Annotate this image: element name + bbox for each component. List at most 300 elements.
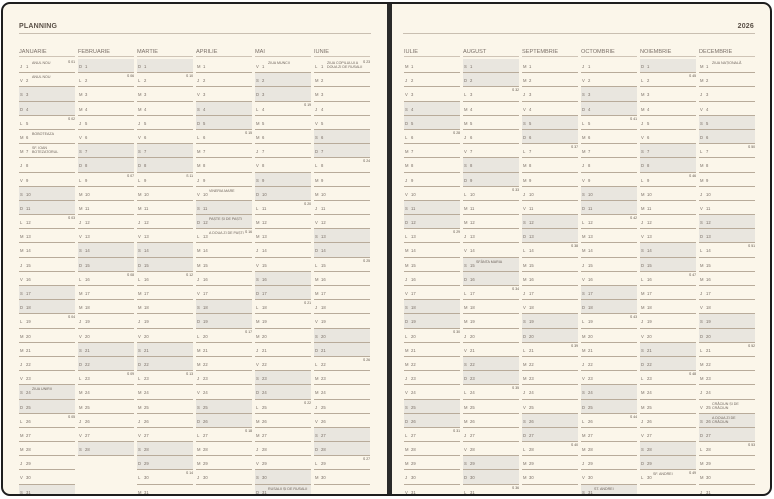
day-row[interactable]: [78, 385, 134, 399]
day-row[interactable]: [196, 371, 252, 385]
day-row[interactable]: [463, 286, 519, 300]
day-row[interactable]: [196, 357, 252, 371]
day-row[interactable]: [581, 385, 637, 399]
day-row[interactable]: [640, 428, 696, 442]
day-row[interactable]: [463, 329, 519, 343]
day-row[interactable]: [19, 229, 75, 243]
day-row[interactable]: [581, 158, 637, 172]
day-row[interactable]: [314, 102, 370, 116]
day-row[interactable]: [196, 158, 252, 172]
day-row[interactable]: [314, 158, 370, 172]
day-row[interactable]: [78, 400, 134, 414]
day-row[interactable]: [640, 73, 696, 87]
day-row[interactable]: [314, 286, 370, 300]
day-row[interactable]: [404, 73, 460, 87]
day-row[interactable]: [314, 414, 370, 428]
day-row[interactable]: [404, 229, 460, 243]
day-row[interactable]: [314, 116, 370, 130]
day-row[interactable]: [581, 357, 637, 371]
day-row[interactable]: [19, 158, 75, 172]
day-row[interactable]: [640, 59, 696, 73]
day-row[interactable]: [463, 343, 519, 357]
day-row[interactable]: [314, 258, 370, 272]
day-row[interactable]: [463, 243, 519, 257]
day-row[interactable]: [522, 343, 578, 357]
day-row[interactable]: [196, 144, 252, 158]
day-row[interactable]: [255, 329, 311, 343]
day-row[interactable]: [522, 314, 578, 328]
day-row[interactable]: [463, 258, 519, 272]
day-row[interactable]: [404, 258, 460, 272]
day-row[interactable]: [699, 428, 755, 442]
day-row[interactable]: [255, 116, 311, 130]
day-row[interactable]: [255, 442, 311, 456]
day-row[interactable]: [699, 485, 755, 496]
day-row[interactable]: [404, 187, 460, 201]
day-row[interactable]: [404, 456, 460, 470]
day-row[interactable]: [19, 173, 75, 187]
day-row[interactable]: [699, 442, 755, 456]
day-row[interactable]: [404, 116, 460, 130]
day-row[interactable]: [314, 87, 370, 101]
day-row[interactable]: [196, 343, 252, 357]
day-row[interactable]: [581, 400, 637, 414]
day-row[interactable]: [137, 87, 193, 101]
day-row[interactable]: [78, 329, 134, 343]
day-row[interactable]: [522, 116, 578, 130]
day-row[interactable]: [463, 371, 519, 385]
day-row[interactable]: [196, 300, 252, 314]
day-row[interactable]: [137, 428, 193, 442]
day-row[interactable]: [581, 116, 637, 130]
day-row[interactable]: [255, 173, 311, 187]
day-row[interactable]: [699, 258, 755, 272]
day-row[interactable]: [137, 371, 193, 385]
day-row[interactable]: [314, 314, 370, 328]
day-row[interactable]: [640, 371, 696, 385]
day-row[interactable]: [640, 201, 696, 215]
day-row[interactable]: [19, 343, 75, 357]
day-row[interactable]: [255, 59, 311, 73]
day-row[interactable]: [463, 187, 519, 201]
day-row[interactable]: [196, 456, 252, 470]
day-row[interactable]: [255, 158, 311, 172]
day-row[interactable]: [137, 144, 193, 158]
day-row[interactable]: [404, 144, 460, 158]
day-row[interactable]: [78, 116, 134, 130]
day-row[interactable]: [640, 414, 696, 428]
day-row[interactable]: [404, 343, 460, 357]
day-row[interactable]: [640, 173, 696, 187]
day-row[interactable]: [699, 158, 755, 172]
day-row[interactable]: [699, 187, 755, 201]
day-row[interactable]: [196, 59, 252, 73]
day-row[interactable]: [640, 314, 696, 328]
day-row[interactable]: [19, 215, 75, 229]
day-row[interactable]: [196, 314, 252, 328]
day-row[interactable]: [581, 456, 637, 470]
day-row[interactable]: [581, 300, 637, 314]
day-row[interactable]: [404, 102, 460, 116]
day-row[interactable]: [463, 400, 519, 414]
day-row[interactable]: [404, 385, 460, 399]
day-row[interactable]: [19, 272, 75, 286]
day-row[interactable]: [522, 400, 578, 414]
day-row[interactable]: [404, 300, 460, 314]
day-row[interactable]: [699, 59, 755, 73]
day-row[interactable]: [137, 243, 193, 257]
day-row[interactable]: [19, 442, 75, 456]
day-row[interactable]: [463, 173, 519, 187]
day-row[interactable]: [522, 329, 578, 343]
day-row[interactable]: [19, 314, 75, 328]
day-row[interactable]: [699, 87, 755, 101]
day-row[interactable]: [640, 329, 696, 343]
day-row[interactable]: [314, 456, 370, 470]
day-row[interactable]: [255, 229, 311, 243]
day-row[interactable]: [196, 272, 252, 286]
day-row[interactable]: [255, 73, 311, 87]
day-row[interactable]: [463, 73, 519, 87]
day-row[interactable]: [196, 400, 252, 414]
day-row[interactable]: [522, 470, 578, 484]
day-row[interactable]: [522, 414, 578, 428]
day-row[interactable]: [640, 272, 696, 286]
day-row[interactable]: [196, 187, 252, 201]
day-row[interactable]: [404, 371, 460, 385]
day-row[interactable]: [137, 456, 193, 470]
day-row[interactable]: [314, 272, 370, 286]
day-row[interactable]: [137, 343, 193, 357]
day-row[interactable]: [314, 329, 370, 343]
day-row[interactable]: [196, 329, 252, 343]
day-row[interactable]: [581, 229, 637, 243]
day-row[interactable]: [19, 428, 75, 442]
day-row[interactable]: [640, 456, 696, 470]
day-row[interactable]: [404, 428, 460, 442]
day-row[interactable]: [699, 229, 755, 243]
day-row[interactable]: [699, 272, 755, 286]
day-row[interactable]: [522, 130, 578, 144]
day-row[interactable]: [19, 357, 75, 371]
day-row[interactable]: [522, 201, 578, 215]
day-row[interactable]: [699, 116, 755, 130]
day-row[interactable]: [640, 130, 696, 144]
day-row[interactable]: [699, 102, 755, 116]
day-row[interactable]: [640, 243, 696, 257]
day-row[interactable]: [255, 385, 311, 399]
day-row[interactable]: [255, 357, 311, 371]
day-row[interactable]: [196, 215, 252, 229]
day-row[interactable]: [463, 470, 519, 484]
day-row[interactable]: [196, 201, 252, 215]
day-row[interactable]: [314, 201, 370, 215]
day-row[interactable]: [463, 300, 519, 314]
day-row[interactable]: [19, 187, 75, 201]
day-row[interactable]: [699, 243, 755, 257]
day-row[interactable]: [522, 87, 578, 101]
day-row[interactable]: [463, 385, 519, 399]
day-row[interactable]: [699, 357, 755, 371]
day-row[interactable]: [522, 215, 578, 229]
day-row[interactable]: [19, 414, 75, 428]
day-row[interactable]: [196, 385, 252, 399]
day-row[interactable]: [463, 87, 519, 101]
day-row[interactable]: [640, 87, 696, 101]
day-row[interactable]: [699, 371, 755, 385]
day-row[interactable]: [78, 343, 134, 357]
day-row[interactable]: [699, 385, 755, 399]
day-row[interactable]: [463, 116, 519, 130]
day-row[interactable]: [463, 201, 519, 215]
day-row[interactable]: [640, 286, 696, 300]
day-row[interactable]: [581, 371, 637, 385]
day-row[interactable]: [19, 243, 75, 257]
day-row[interactable]: [314, 385, 370, 399]
day-row[interactable]: [404, 59, 460, 73]
day-row[interactable]: [78, 144, 134, 158]
day-row[interactable]: [640, 229, 696, 243]
day-row[interactable]: [78, 130, 134, 144]
day-row[interactable]: [137, 158, 193, 172]
day-row[interactable]: [137, 414, 193, 428]
day-row[interactable]: [522, 371, 578, 385]
day-row[interactable]: [640, 258, 696, 272]
day-row[interactable]: [404, 485, 460, 496]
day-row[interactable]: [522, 428, 578, 442]
day-row[interactable]: [522, 442, 578, 456]
day-row[interactable]: [255, 400, 311, 414]
day-row[interactable]: [581, 343, 637, 357]
day-row[interactable]: [314, 187, 370, 201]
day-row[interactable]: [78, 258, 134, 272]
day-row[interactable]: [137, 130, 193, 144]
day-row[interactable]: [404, 314, 460, 328]
day-row[interactable]: [196, 470, 252, 484]
day-row[interactable]: [581, 187, 637, 201]
day-row[interactable]: [314, 59, 370, 73]
day-row[interactable]: [640, 385, 696, 399]
day-row[interactable]: [78, 243, 134, 257]
day-row[interactable]: [196, 87, 252, 101]
day-row[interactable]: [19, 116, 75, 130]
day-row[interactable]: [196, 243, 252, 257]
day-row[interactable]: [78, 173, 134, 187]
day-row[interactable]: [196, 229, 252, 243]
day-row[interactable]: [137, 201, 193, 215]
day-row[interactable]: [522, 243, 578, 257]
day-row[interactable]: [522, 357, 578, 371]
day-row[interactable]: [314, 442, 370, 456]
day-row[interactable]: [19, 59, 75, 73]
day-row[interactable]: [522, 385, 578, 399]
day-row[interactable]: [699, 414, 755, 428]
day-row[interactable]: [522, 300, 578, 314]
day-row[interactable]: [78, 428, 134, 442]
day-row[interactable]: [137, 470, 193, 484]
day-row[interactable]: [137, 73, 193, 87]
day-row[interactable]: [404, 414, 460, 428]
day-row[interactable]: [137, 102, 193, 116]
day-row[interactable]: [137, 187, 193, 201]
day-row[interactable]: [255, 102, 311, 116]
day-row[interactable]: [404, 272, 460, 286]
day-row[interactable]: [19, 485, 75, 496]
day-row[interactable]: [255, 414, 311, 428]
day-row[interactable]: [699, 73, 755, 87]
day-row[interactable]: [255, 286, 311, 300]
day-row[interactable]: [255, 87, 311, 101]
day-row[interactable]: [522, 456, 578, 470]
day-row[interactable]: [699, 144, 755, 158]
day-row[interactable]: [463, 229, 519, 243]
day-row[interactable]: [581, 329, 637, 343]
day-row[interactable]: [255, 343, 311, 357]
day-row[interactable]: [522, 73, 578, 87]
day-row[interactable]: [196, 442, 252, 456]
day-row[interactable]: [137, 442, 193, 456]
day-row[interactable]: [255, 300, 311, 314]
day-row[interactable]: [137, 229, 193, 243]
day-row[interactable]: [255, 130, 311, 144]
day-row[interactable]: [78, 414, 134, 428]
day-row[interactable]: [19, 201, 75, 215]
day-row[interactable]: [581, 272, 637, 286]
day-row[interactable]: [19, 329, 75, 343]
day-row[interactable]: [581, 428, 637, 442]
day-row[interactable]: [463, 272, 519, 286]
day-row[interactable]: [699, 130, 755, 144]
day-row[interactable]: [314, 173, 370, 187]
day-row[interactable]: [463, 485, 519, 496]
day-row[interactable]: [19, 73, 75, 87]
day-row[interactable]: [19, 400, 75, 414]
day-row[interactable]: [314, 73, 370, 87]
day-row[interactable]: [314, 229, 370, 243]
day-row[interactable]: [196, 173, 252, 187]
day-row[interactable]: [78, 371, 134, 385]
day-row[interactable]: [196, 73, 252, 87]
day-row[interactable]: [463, 428, 519, 442]
day-row[interactable]: [19, 371, 75, 385]
day-row[interactable]: [522, 144, 578, 158]
day-row[interactable]: [137, 286, 193, 300]
day-row[interactable]: [522, 229, 578, 243]
day-row[interactable]: [581, 215, 637, 229]
day-row[interactable]: [137, 258, 193, 272]
day-row[interactable]: [463, 357, 519, 371]
day-row[interactable]: [404, 130, 460, 144]
day-row[interactable]: [581, 87, 637, 101]
day-row[interactable]: [640, 343, 696, 357]
day-row[interactable]: [404, 87, 460, 101]
day-row[interactable]: [137, 215, 193, 229]
day-row[interactable]: [255, 428, 311, 442]
day-row[interactable]: [137, 300, 193, 314]
day-row[interactable]: [78, 272, 134, 286]
day-row[interactable]: [699, 400, 755, 414]
day-row[interactable]: [581, 102, 637, 116]
day-row[interactable]: [19, 456, 75, 470]
day-row[interactable]: [640, 158, 696, 172]
day-row[interactable]: [255, 470, 311, 484]
day-row[interactable]: [19, 300, 75, 314]
day-row[interactable]: [640, 300, 696, 314]
day-row[interactable]: [463, 130, 519, 144]
day-row[interactable]: [78, 201, 134, 215]
day-row[interactable]: [196, 258, 252, 272]
day-row[interactable]: [78, 300, 134, 314]
day-row[interactable]: [314, 400, 370, 414]
day-row[interactable]: [78, 87, 134, 101]
day-row[interactable]: [78, 357, 134, 371]
day-row[interactable]: [522, 158, 578, 172]
day-row[interactable]: [581, 485, 637, 496]
day-row[interactable]: [699, 173, 755, 187]
day-row[interactable]: [196, 102, 252, 116]
day-row[interactable]: [404, 400, 460, 414]
day-row[interactable]: [19, 130, 75, 144]
day-row[interactable]: [78, 73, 134, 87]
day-row[interactable]: [463, 414, 519, 428]
day-row[interactable]: [255, 371, 311, 385]
day-row[interactable]: [640, 116, 696, 130]
day-row[interactable]: [78, 314, 134, 328]
day-row[interactable]: [137, 329, 193, 343]
day-row[interactable]: [699, 300, 755, 314]
day-row[interactable]: [314, 343, 370, 357]
day-row[interactable]: [314, 371, 370, 385]
day-row[interactable]: [78, 187, 134, 201]
day-row[interactable]: [314, 144, 370, 158]
day-row[interactable]: [314, 428, 370, 442]
day-row[interactable]: [137, 485, 193, 496]
day-row[interactable]: [19, 144, 75, 158]
day-row[interactable]: [522, 102, 578, 116]
day-row[interactable]: [255, 314, 311, 328]
day-row[interactable]: [404, 215, 460, 229]
day-row[interactable]: [314, 357, 370, 371]
day-row[interactable]: [404, 286, 460, 300]
day-row[interactable]: [137, 116, 193, 130]
day-row[interactable]: [463, 59, 519, 73]
day-row[interactable]: [255, 144, 311, 158]
day-row[interactable]: [196, 428, 252, 442]
day-row[interactable]: [137, 272, 193, 286]
day-row[interactable]: [404, 243, 460, 257]
day-row[interactable]: [581, 243, 637, 257]
day-row[interactable]: [78, 286, 134, 300]
day-row[interactable]: [640, 470, 696, 484]
day-row[interactable]: [19, 102, 75, 116]
day-row[interactable]: [581, 442, 637, 456]
day-row[interactable]: [404, 470, 460, 484]
day-row[interactable]: [522, 59, 578, 73]
day-row[interactable]: [581, 173, 637, 187]
day-row[interactable]: [699, 456, 755, 470]
day-row[interactable]: [314, 215, 370, 229]
day-row[interactable]: [196, 414, 252, 428]
day-row[interactable]: [404, 201, 460, 215]
day-row[interactable]: [78, 215, 134, 229]
day-row[interactable]: [314, 130, 370, 144]
day-row[interactable]: [137, 357, 193, 371]
day-row[interactable]: [314, 243, 370, 257]
day-row[interactable]: [699, 329, 755, 343]
day-row[interactable]: [463, 102, 519, 116]
day-row[interactable]: [137, 400, 193, 414]
day-row[interactable]: [19, 286, 75, 300]
